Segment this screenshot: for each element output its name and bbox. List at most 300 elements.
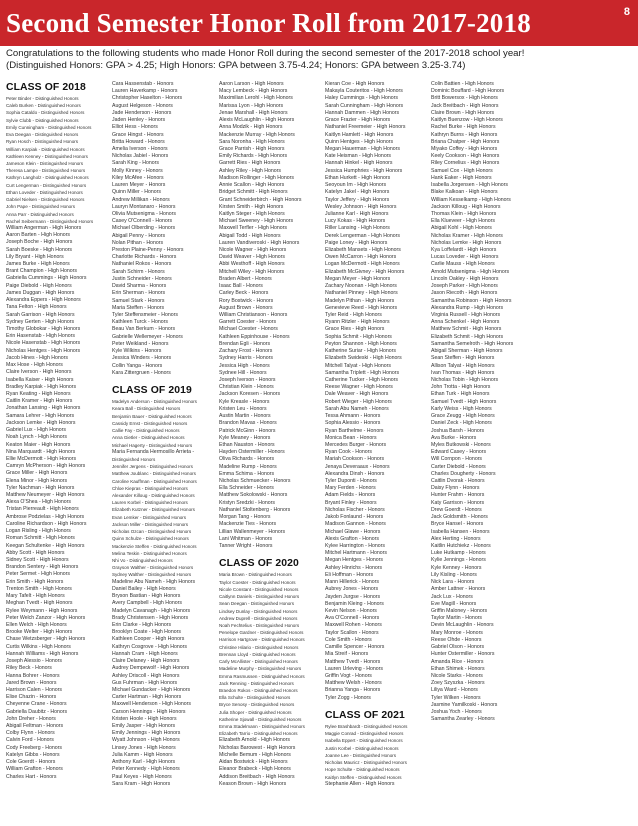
honor-roll-entry: Lillian Wallenmeyer - Honors [219, 528, 286, 535]
honor-roll-entry: Jenae Marshall - High Honors [219, 109, 288, 116]
honor-roll-entry: Theresa Lampe - Distinguished Honors [6, 168, 86, 174]
honor-roll-entry: Arnold Mutsenigma - High Honors [431, 268, 510, 275]
honor-roll-entry: Curt Lengerman - Distinguished Honors [6, 182, 87, 188]
honor-roll-entry: William Grafton - Honors [6, 766, 63, 773]
honor-roll-entry: Sarah Abu Nameh - Honors [325, 405, 389, 412]
honor-roll-entry: Eleanor Brabeck - High Honors [219, 766, 291, 773]
honor-roll-entry: Lauren Vandiveroski - High Honors [219, 239, 300, 246]
honor-roll-entry: Kara Zittergruen - Honors [112, 369, 171, 376]
honor-roll-entry: Isaac Ball - Honors [219, 283, 263, 290]
honor-roll-entry: Nicholas Barowest - High Honors [219, 744, 296, 751]
honor-roll-entry: Aaron Barten - High Honors [6, 232, 71, 239]
honor-roll-entry: Nhi Vo - Distinguished Honors [112, 558, 173, 563]
honor-roll-entry: Caleb Burken - Distinguished Honors [6, 103, 81, 109]
honor-roll-entry: William Kesselkamp - High Honors [431, 196, 511, 203]
honor-roll-entry: Avery Campbell - High Honors [112, 600, 182, 607]
honor-roll-entry: Tana Felton - High Honors [6, 304, 67, 311]
honor-roll-entry: Anna Schenkel - High Honors [431, 319, 500, 326]
honor-roll-entry: Maxwell Terfler - High Honors [219, 225, 287, 232]
honor-roll-entry: Ethan Nauston - Honors [219, 441, 275, 448]
honor-roll-entry: Ava Burke - Honors [431, 434, 477, 441]
honor-roll-entry: Ethan Hurkett - High Honors [325, 174, 391, 181]
honor-roll-entry: Nicholas Jabiel - Honors [112, 153, 169, 160]
honor-roll-entry: Abigail Sherman - High Honors [431, 348, 503, 355]
honor-roll-entry: Ethan Shimek - Honors [431, 665, 485, 672]
honor-roll-entry: Ella Schneider - Honors [219, 485, 274, 492]
honor-roll-entry: Wesley Johnson - High Honors [325, 203, 397, 210]
honor-roll-entry: Christian Klein - Honors [219, 384, 274, 391]
honor-roll-entry: Devin McLaughlin - Honors [431, 622, 494, 629]
honor-roll-entry: Claire Delaney - High Honors [112, 658, 180, 665]
honor-roll-entry: Brennan Lloyd - Distinguished Honors [219, 651, 296, 657]
honor-roll-entry: Rylee Brashbardt - Distinguished Honors [325, 724, 408, 730]
honor-roll-entry: Ashley Riley - High Honors [219, 167, 281, 174]
honor-roll-entry: Aubrey Jones - Honors [325, 586, 379, 593]
honor-roll-entry: Erin Sherman - Honors [112, 290, 166, 297]
honor-roll-entry: Justin Schneider - Honors [112, 275, 172, 282]
honor-roll-entry: Ivan Thomas - High Honors [431, 369, 495, 376]
honor-roll-entry: Nina Marquardt - High Honors [6, 448, 76, 455]
honor-roll-entry: Elena Minor - High Honors [6, 477, 68, 484]
honor-roll-entry: Kyle Wilkins - Honors [112, 348, 162, 355]
honor-roll-entry: Nick Lara - Honors [431, 579, 475, 586]
honor-roll-entry: Emma Schima - Honors [219, 470, 275, 477]
honor-roll-entry: Taylor Martin - Honors [431, 615, 483, 622]
honor-roll-entry: Grayson Walther - Distinguished Honors [112, 565, 194, 571]
honor-roll-entry: Rory Bostwick - Honors [219, 297, 274, 304]
honor-roll-entry: Lincoln Oakley - High Honors [431, 275, 499, 282]
honor-roll-entry: Kathryn Langholz - Distinguished Honors [6, 175, 89, 181]
honor-roll-entry: Myles Butkowski - Honors [431, 441, 491, 448]
honor-roll-entry: Adam Fields - Honors [325, 492, 376, 499]
honor-roll-entry: Jack Breitbach - High Honors [431, 102, 499, 109]
honor-roll-entry: Cody Freeberg - Honors [6, 744, 62, 751]
honor-roll-entry: Carley Beck - Honors [219, 290, 269, 297]
honor-roll-entry: Christine Hilario - Distinguished Honors [219, 644, 299, 650]
honor-roll-entry: Jackson Koresen - Honors [219, 391, 281, 398]
honor-roll-entry: Joseph Iverson - Honors [219, 376, 276, 383]
honor-roll-entry: Camryn McPherson - High Honors [6, 463, 86, 470]
honor-roll-entry: Sarah Schirm - Honors [112, 268, 165, 275]
honor-roll-entry: Riley Beck - Honors [6, 665, 52, 672]
honor-roll-entry: Cheyenne Crane - Honors [6, 701, 67, 708]
honor-roll-entry: Tyler Wilken - Honors [431, 694, 481, 701]
honor-roll-entry: Elizabeth Tarrio - Distinguished Honors [219, 731, 298, 737]
honor-roll-entry: Patrick McGinn - Honors [219, 427, 276, 434]
honor-roll-entry: Claire Brown - High Honors [431, 109, 495, 116]
honor-roll-entry: Brandon Sentery - High Honors [6, 564, 79, 571]
honor-roll-entry: Alexis Grafton - Honors [325, 535, 379, 542]
honor-roll-entry: James Burke - High Honors [6, 261, 70, 268]
honor-roll-entry: Caitlin Kramer - High Honors [6, 398, 73, 405]
honor-roll-entry: Ambrose Podzielas - High Honors [6, 513, 85, 520]
honor-roll-entry: Mia Streif - Honors [325, 651, 369, 658]
honor-roll-entry: Lily Kisling - Honors [431, 571, 477, 578]
honor-roll-entry: Gabriella Cummings - High Honors [6, 275, 87, 282]
honor-roll-entry: Nicole Starks - Honors [431, 672, 483, 679]
honor-roll-entry: William Karpiak - Distinguished Honors [6, 146, 85, 152]
honor-roll-entry: Colby Flynn - Honors [6, 730, 55, 737]
honor-roll-entry: Katelyn Jakel - High Honors [325, 189, 390, 196]
honor-roll-entry: Logan Risling - High Honors [6, 528, 71, 535]
honor-roll-entry: Kylie Jennings - Honors [431, 557, 486, 564]
honor-roll-entry: Peter Welch Zanzor - High Honors [6, 614, 86, 621]
honor-roll-entry: Hunter Frahm - Honors [431, 492, 485, 499]
honor-roll-entry: Kyle Meaney - Honors [219, 434, 271, 441]
honor-roll-entry: Carly McAllister - Distinguished Honors [219, 659, 298, 665]
honor-roll-entry: Melina Teskin - Distinguished Honors [112, 550, 187, 556]
honor-roll-entry: Samuel Tvedt - High Honors [431, 398, 497, 405]
honor-roll-entry: Nicholas Schmuecker - Honors [219, 478, 291, 485]
honor-roll-entry: Matthew Schmit - High Honors [431, 326, 502, 333]
honor-roll-entry: Madeline Murphy - Distinguished Honors [219, 666, 302, 672]
column-2 [112, 81, 215, 788]
honor-roll-entry: Michael Gundacker - High Honors [112, 686, 191, 693]
honor-roll-entry: Grace Ries - High Honors [325, 326, 385, 333]
honor-roll-entry: Cassidy Ernst - Distinguished Honors [112, 420, 188, 426]
honor-roll-entry: Elizabeth McGivney - High Honors [325, 268, 405, 275]
honor-roll-entry: Drew Goerdt - Honors [431, 506, 482, 513]
honor-roll-entry: Erin Clarke - High Honors [112, 621, 172, 628]
honor-roll-entry: Joanne Lee - Distinguished Honors [325, 752, 397, 758]
honor-roll-entry: Abigail Todd - High Honors [219, 232, 281, 239]
honor-roll-entry: Kristyn Sredzki - Honors [219, 499, 275, 506]
honor-roll-entry: Megan Hauerman - High Honors [325, 145, 400, 152]
honor-roll-entry: Joseph Boche - High Honors [6, 239, 73, 246]
honor-roll-entry: Lindsey Dunlay - Distinguished Honors [219, 608, 298, 614]
honor-roll-entry: Abigail Feltman - Honors [6, 723, 64, 730]
name-list [431, 81, 534, 723]
honor-roll-entry: Riller Lansing - High Honors [325, 225, 390, 232]
honor-roll-entry: Michelle Bemum - High Honors [219, 751, 291, 758]
honor-roll-entry: Maxwell Henderson - High Honors [112, 701, 191, 708]
honor-roll-entry: Kevin Nelson - Honors [325, 607, 377, 614]
honor-roll-entry: Addison Breitbach - High Honors [219, 773, 295, 780]
honor-roll-entry: Nicholas Ozcan - Distinguished Honors [112, 529, 192, 535]
honor-roll-entry: Nicholas Hentges - High Honors [6, 347, 81, 354]
honor-roll-entry: Meghan Tvedt - High Honors [6, 600, 73, 607]
honor-roll-entry: Mann Hillerick - Honors [325, 579, 379, 586]
honor-roll-entry: Dominic Bouffard - High Honors [431, 88, 505, 95]
honor-roll-entry: Lauren Meyer - Honors [112, 182, 166, 189]
honor-roll-entry: Isabella Kaiser - High Honors [6, 376, 74, 383]
honor-roll-entry: Michael Coester - Honors [219, 326, 278, 333]
honor-roll-entry: Samantha Semelroth - High Honors [431, 340, 514, 347]
honor-roll-entry: Caitlin Dvorak - Honors [431, 478, 485, 485]
section-gap [325, 702, 428, 709]
honor-roll-entry: Paige Loney - High Honors [325, 239, 388, 246]
name-list [219, 81, 322, 788]
honor-roll-entry: Paul Keyes - High Honors [112, 773, 172, 780]
honor-roll-entry: Sydnee Hill - Honors [219, 369, 267, 376]
honor-roll-entry: Matthew Sokolowski - Honors [219, 492, 288, 499]
honor-roll-entry: Mackenzie Murray - High Honors [219, 131, 295, 138]
honor-roll-entry: Dale Weaver - High Honors [325, 391, 389, 398]
honor-roll-entry: Justin Korbel - Distinguished Honors [325, 745, 399, 751]
honor-roll-entry: Peyton Shannon - High Honors [325, 340, 397, 347]
honor-roll-entry: Jenaya Deveraaux - Honors [325, 463, 390, 470]
honor-roll-entry: Preston Plaine-Penny - Honors [112, 247, 184, 254]
honor-roll-entry: Sean Steffen - High Honors [431, 355, 495, 362]
section-gap [112, 377, 215, 384]
honor-roll-entry: Kaitlyn Steger - High Honors [219, 210, 285, 217]
honor-roll-entry: Gabriel Lux - High Honors [6, 427, 66, 434]
honor-roll-entry: Lucy Kokas - High Honors [325, 218, 386, 225]
honor-roll-entry: Carson Hennings - High Honors [112, 708, 186, 715]
honor-roll-entry: Grace Zeugg - High Honors [431, 413, 495, 420]
honor-roll-entry: Nicholas Mauricz - Distinguished Honors [325, 760, 407, 766]
honor-roll-entry: Zoey Szyszka - Honors [431, 680, 485, 687]
honor-roll-entry: Harrison Calen - Honors [6, 686, 62, 693]
honor-roll-entry: Emma Rasmussen - Distinguished Honors [219, 673, 305, 679]
honor-roll-entry: Chase Wetzsberger - High Honors [6, 636, 86, 643]
honor-roll-entry: Karly Weiss - High Honors [431, 405, 492, 412]
class-heading: CLASS OF 2020 [219, 558, 299, 570]
class-heading: CLASS OF 2019 [112, 385, 192, 397]
honor-roll-entry: Daniel Bailey - High Honors [112, 585, 176, 592]
column-3 [219, 81, 322, 788]
honor-roll-entry: Kathryn Cosgrove - High Honors [112, 643, 187, 650]
honor-roll-entry: Mary Monroe - Honors [431, 629, 483, 636]
honor-roll-entry: Andrew Duprell - Distinguished Honors [219, 615, 298, 621]
honor-roll-entry: Abby Scott - High Honors [6, 549, 65, 556]
honor-roll-entry: Jade Henderson - Honors [112, 109, 172, 116]
honor-roll-entry: Paige Diebold - High Honors [6, 282, 72, 289]
honor-roll-entry: Michael Glawe - Honors [325, 528, 381, 535]
honor-roll-entry: Madeline Abu Nameh - High Honors [112, 578, 196, 585]
honor-roll-entry: Megan Hentges - Honors [325, 557, 383, 564]
honor-roll-entry: Lucas Loveder - High Honors [431, 254, 499, 261]
honor-roll-entry: Distinguished Honors [112, 456, 156, 462]
honor-roll-entry: Aaron Larson - High Honors [219, 81, 284, 87]
honor-roll-entry: Maria Fernanda Hermosillo Arrieta - [112, 448, 195, 455]
honor-roll-entry: Noah Lynch - High Honors [6, 434, 67, 441]
honor-roll-entry: Trenton Smith - High Honors [6, 585, 72, 592]
honor-roll-entry: Hannah Dammen - High Honors [325, 109, 400, 116]
honor-roll-entry: Kaitlin Hutchiekz - Honors [431, 543, 491, 549]
honor-roll-entry: Matthew Neumeyer - High Honors [6, 492, 85, 499]
honor-roll-entry: Harrison Hartgrove - Distinguished Honors [219, 637, 305, 643]
section-gap [219, 550, 322, 557]
honor-roll-entry: Quinn Miller - Honors [112, 189, 162, 196]
honor-roll-entry: Cara Hassenstab - Honors [112, 81, 174, 87]
honor-roll-entry: Peter Weikland - Honors [112, 340, 169, 347]
honor-roll-entry: Jack Renning - Distinguished Honors [219, 680, 294, 686]
honor-roll-entry: Tyler Zogg - Honors [325, 694, 371, 701]
honor-roll-entry: Samantha Triplett - High Honors [325, 369, 400, 376]
honor-roll-entry: Garrett Ries - High Honors [219, 160, 281, 167]
honor-roll-entry: Brant Champion - High Honors [6, 268, 77, 275]
honor-roll-entry: Jonathan Lansing - High Honors [6, 405, 81, 412]
honor-roll-entry: Britt Bowersox - High Honors [431, 95, 498, 102]
honor-roll-entry: Griffin Vogt - Honors [325, 672, 372, 679]
honor-roll-entry: Riley Cornelius - High Honors [431, 160, 500, 167]
honor-roll-entry: Tyler Nachman - High Honors [6, 484, 75, 491]
honor-roll-entry: Jackson Killoug - High Honors [431, 203, 501, 210]
honor-roll-entry: Nathaniel Stoltenberg - Honors [219, 506, 291, 513]
honor-roll-entry: Monica Bean - Honors [325, 434, 377, 441]
honor-roll-entry: Matthew Tvedt - Honors [325, 658, 381, 665]
honor-roll-entry: Grace Parrish - High Honors [219, 145, 285, 152]
honor-roll-entry: Kathleen Cooper - High Honors [112, 636, 185, 643]
honor-roll-entry: Jakob Fonlaund - Honors [325, 514, 384, 521]
honor-roll-entry: Maxwell Rohen - Honors [325, 622, 382, 629]
honor-roll-entry: Mitchel Hartmann - Honors [325, 550, 387, 557]
honor-roll-entry: Samantha Robinson - High Honors [431, 297, 512, 304]
honor-roll-entry: Jackson Miller - Distinguished Honors [112, 521, 189, 527]
honor-roll-entry: Virginia Russell - High Honors [431, 312, 501, 318]
honor-roll-entry: Abbi Westhoff - High Honors [219, 261, 285, 268]
honor-roll-entry: Derek Lengerman - High Honors [325, 232, 400, 239]
honor-roll-entry: Ethan Loveder - Distinguished Honors [6, 189, 83, 195]
honor-roll-entry: Samantha Zearley - Honors [431, 716, 495, 723]
honor-roll-entry: Sophia Cataldo - Distinguished Honors [6, 110, 85, 116]
honor-roll-entry: Liliya Ward - Honors [431, 687, 478, 694]
honor-roll-entry: Taylor Coester - Distinguished Honors [219, 579, 296, 585]
honor-roll-entry: Grace Frazier - High Honors [325, 117, 391, 124]
honor-roll-entry: Hayden Ostermiller - Honors [219, 449, 285, 456]
honor-roll-entry: Grace Hingst - Honors [112, 131, 164, 138]
column-1 [6, 81, 109, 781]
honor-roll-entry: Elizabeth Swideski - High Honors [325, 355, 402, 362]
honor-roll-entry: Anna Modzik - High Honors [219, 124, 283, 131]
honor-roll-entry: Eva Deegan - Distinguished Honors [6, 132, 79, 138]
honor-roll-entry: Amber Lattner - Honors [431, 586, 486, 593]
honor-roll-entry: Hank Eaker - High Honors [431, 174, 492, 181]
honor-roll-entry: Penelope Gardner - Distinguished Honors [219, 630, 304, 636]
honor-roll-entry: Linsey Jones - High Honors [112, 744, 176, 751]
honor-roll-entry: Austin Martin - Honors [219, 413, 271, 420]
honor-roll-entry: Lily Bryant - High Honors [6, 253, 64, 260]
honor-roll-entry: Isabella Eppert - Distinguished Honors [325, 738, 403, 744]
honor-roll-entry: Maximilian Lerohl - High Honors [219, 95, 293, 102]
honor-roll-entry: Bryce Senosy - Distinguished Honors [219, 702, 295, 708]
honor-roll-entry: Briana Chatper - High Honors [431, 138, 500, 145]
honor-roll-entry: Lani Whitman - Honors [219, 535, 273, 542]
honor-roll-entry: Kathleen Kenney - Distinguished Honors [6, 153, 88, 159]
honor-roll-entry: Evan Lemker - Distinguished Honors [112, 514, 187, 520]
honor-roll-entry: Lauren Urleving - Honors [325, 665, 383, 672]
honor-roll-entry: Samuel Stark - Honors [112, 297, 165, 304]
honor-roll-entry: Nicholas Kramer - High Honors [431, 232, 503, 239]
honor-roll-entry: Ellen Welch - High Honors [6, 621, 67, 628]
honor-roll-entry: Noah Fechtelius - Distinguished Honors [219, 622, 300, 628]
intro-text [6, 48, 634, 72]
honor-roll-entry: Mackenzie Steffen - Distinguished Honors [112, 543, 197, 549]
honor-roll-entry: Emily Jasper - High Honors [112, 723, 176, 730]
honor-roll-entry: Lauren Korbel - Distinguished Honors [112, 500, 188, 506]
column-4 [325, 81, 428, 788]
honor-roll-entry: Elizabeth Mansets - High Honors [325, 247, 401, 254]
honor-roll-entry: Nicole Hasenstab - High Honors [6, 340, 81, 347]
honor-roll-entry: Reese Ohde - Honors [431, 636, 482, 643]
honor-roll-entry: Hanna Bohrer - Honors [6, 672, 60, 679]
honor-roll-entry: William Angerman - High Honors [6, 224, 82, 231]
honor-roll-entry: Gabriella Daubitz - Honors [6, 708, 68, 715]
honor-roll-entry: Timothy Globokar - High Honors [6, 326, 81, 332]
honor-roll-entry: Mary Ferden - Honors [325, 485, 376, 492]
honor-roll-entry: Catherine Tucker - High Honors [325, 376, 398, 383]
honor-roll-entry: Allison Talyat - High Honors [431, 362, 495, 369]
honor-roll-entry: Sara Kram - High Honors [112, 780, 171, 787]
honor-roll-entry: Haley Cummings - High Honors [325, 95, 398, 102]
honor-roll-entry: Zachary Frost - Honors [219, 348, 273, 355]
honor-roll-entry: Joseph Parker - High Honors [431, 283, 498, 290]
honor-roll-entry: Julianne Karl - High Honors [325, 210, 389, 217]
honor-roll-entry: Hannah Williams - High Honors [6, 650, 79, 657]
honor-roll-entry: Kathleen Turck - Honors [112, 319, 168, 326]
honor-roll-entry: Alexandra Dinsh - Honors [325, 470, 385, 477]
honor-roll-entry: Emily Cunningham - Distinguished Honors [6, 124, 92, 130]
intro-gpa-criteria: (Distinguished Honors: GPA > 4.25; High Honors: GPA between 3.75-4.24; Honors: GPA between 3.25-3.74) [6, 60, 466, 71]
honor-roll-entry: Nicholas Lemke - High Honors [431, 239, 502, 246]
honor-roll-entry: Sara Noronha - High Honors [219, 138, 285, 145]
class-of-2018-heading: CLASS OF 2018 [6, 82, 86, 93]
honor-roll-entry: Mariah Cookson - Honors [325, 456, 385, 463]
honor-roll-entry: Joseph Alessio - Honors [6, 658, 62, 665]
honor-roll-entry: Kyle Kenney - Honors [431, 564, 482, 571]
honor-roll-entry: Macy Lembeck - High Honors [219, 88, 288, 95]
honor-roll-entry: Griffin Maloney - Honors [431, 607, 488, 614]
honor-roll-entry: Nathaniel Freemeier - High Honors [325, 124, 406, 131]
honor-roll-entry: Kaitlyn Hamlett - High Honors [325, 131, 394, 138]
honor-roll-entry: Tanner Wright - Honors [219, 543, 273, 549]
honor-roll-entry: Callie Fay - Distinguished Honors [112, 428, 180, 434]
honor-roll-entry: Elizabeth Kutzner - Distinguished Honors [112, 507, 195, 513]
honor-roll-entry: Ryan Barthelme - Honors [325, 427, 384, 434]
honor-roll-entry: Jasmine Yamilkoski - Honors [431, 701, 498, 708]
honor-roll-entry: Nathaniel Pinney - High Honors [325, 290, 398, 297]
honor-roll-entry: Ellie McDermott - High Honors [6, 455, 77, 462]
honor-roll-entry: Jessica High - Honors [219, 362, 270, 369]
honor-roll-entry: Marissa Lyon - High Honors [219, 102, 284, 109]
honor-roll-entry: Eve Magill - Honors [431, 600, 477, 607]
honor-roll-entry: Jason Riecoth - High Honors [431, 290, 498, 297]
honor-roll-entry: Zachary Noonan - High Honors [325, 283, 397, 290]
honor-roll-entry: Bryce Hansel - Honors [431, 521, 484, 528]
honor-roll-entry: Sidney Scott - High Honors [6, 557, 69, 563]
honor-roll-entry: Mitchell Talyat - High Honors [325, 362, 391, 369]
honor-roll-entry: Madison Rollinger - High Honors [219, 174, 294, 181]
honor-roll-entry: Brooklyn Coate - High Honors [112, 629, 181, 636]
honor-roll-entry: Abigail Penny - Honors [112, 232, 166, 239]
honor-roll-entry: Casey O'Connell - Honors [112, 218, 173, 225]
honor-roll-entry: Jack Goldsmith - Honors [431, 514, 488, 521]
honor-roll-entry: Jessica Humphries - High Honors [325, 167, 403, 174]
honor-roll-entry: Maggie Conrad - Distinguished Honors [325, 731, 404, 737]
honor-roll-entry: Calvin Ford - Honors [6, 737, 54, 744]
honor-roll-entry: Charles Dougherty - Honors [431, 470, 496, 477]
honor-roll-entry: Caitlynn Daniels - Distinguished Honors [219, 594, 300, 600]
honor-roll-entry: Garrett Coester - Honors [219, 319, 277, 326]
honor-roll-entry: Madelyn Pithan - High Honors [325, 297, 395, 304]
honor-roll-entry: Kristen Leu - Honors [219, 405, 267, 412]
honor-roll-entry: Peter Binder - Distinguished Honors [6, 96, 79, 101]
honor-roll-entry: Kya Loffelardt - High Honors [431, 247, 497, 254]
honor-roll-entry: Ryan Keating - High Honors [6, 390, 71, 397]
honor-roll-entry: Erin Smith - High Honors [6, 578, 64, 585]
honor-roll-entry: Katherine Sjowall - Distinguished Honors [219, 716, 302, 722]
honor-roll-entry: John Pape - Distinguished Honors [6, 204, 76, 210]
honor-roll-entry: Anna Parr - Distinguished Honors [6, 211, 74, 217]
honor-roll-entry: Elizabeth Schmit - High Honors [431, 333, 504, 340]
honor-roll-entry: Bridget Schmitt - High Honors [219, 189, 288, 196]
honor-roll-entry: Taylor Scallon - Honors [325, 629, 379, 636]
honor-roll-entry: Rylee Weymann - High Honors [6, 607, 78, 614]
honor-roll-entry: Benjamin Kleing - Honors [325, 600, 384, 607]
honor-roll-entry: Ryan Hosch - Distinguished Honors [6, 139, 79, 145]
honor-roll-entry: Morgan Tang - Honors [219, 514, 271, 521]
